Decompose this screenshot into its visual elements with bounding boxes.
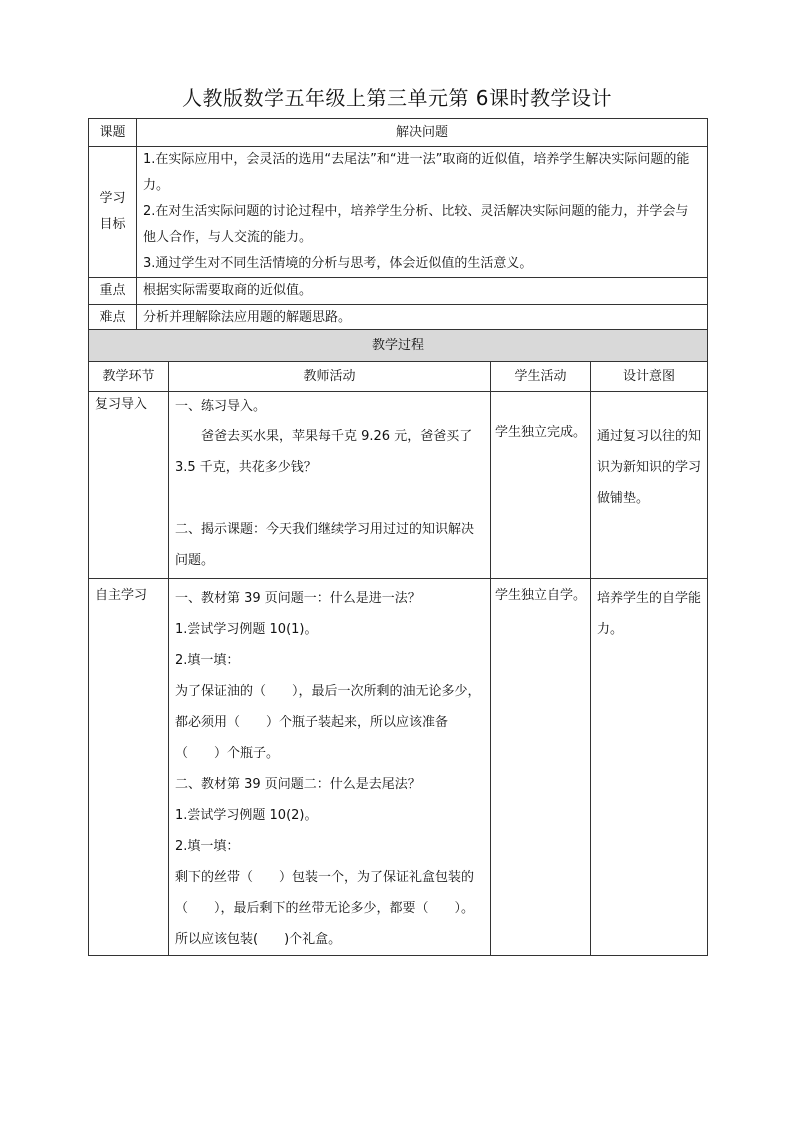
teacher-activity-cell	[169, 579, 491, 956]
difficulty-row	[89, 305, 708, 332]
document-title: 人教版数学五年级上第三单元第 6课时教学设计	[181, 86, 613, 110]
goals-label-line1: 学习	[99, 191, 126, 206]
goal-item: 2.在对生活实际问题的讨论过程中，培养学生分析、比较、灵活解决实际问题的能力，并学会与他人合作，与人交流的能力。	[143, 204, 689, 245]
teaching-process-table	[88, 329, 708, 956]
column-header: 学生活动	[491, 362, 591, 392]
teacher-line: 二、揭示课题：今天我们继续学习用过过的知识解决问题。	[175, 522, 475, 568]
process-header: 教学过程	[89, 330, 708, 362]
column-header: 教学环节	[89, 362, 169, 392]
goals-label-line2: 目标	[99, 217, 126, 232]
lesson-info-table	[88, 118, 708, 332]
goal-item: 1.在实际应用中，会灵活的选用“去尾法”和“进一法”取商的近似值，培养学生解决实际问题的能力。	[143, 152, 690, 193]
student-activity-cell: 学生独立自学。	[491, 579, 591, 956]
key-point-value: 根据实际需要取商的近似值。	[137, 278, 708, 305]
topic-row	[89, 119, 708, 147]
teacher-line: 一、练习导入。	[175, 399, 267, 414]
teacher-line: 一、教材第 39 页问题一：什么是进一法？	[175, 591, 421, 606]
table-row	[89, 579, 708, 956]
teacher-activity-cell	[169, 392, 491, 579]
key-point-label: 重点	[89, 278, 137, 305]
goals-content	[137, 147, 708, 278]
teacher-line: 二、教材第 39 页问题二：什么是去尾法？	[175, 777, 421, 792]
stage-cell: 自主学习	[89, 579, 169, 956]
teacher-line: 1.尝试学习例题 10(2)。	[175, 808, 318, 823]
goals-label	[89, 147, 137, 278]
table-row	[89, 392, 708, 579]
teacher-line: 为了保证油的（ ），最后一次所剩的油无论多少，都必须用（ ）个瓶子装起来，所以应该准备（ ）个瓶子。	[175, 684, 481, 761]
design-intent-cell: 通过复习以往的知识为新知识的学习做铺垫。	[591, 392, 708, 579]
teacher-line: 爸爸去买水果，苹果每千克 9.26 元，爸爸买了3.5 千克，共花多少钱？	[175, 429, 473, 475]
teacher-line: 2.填一填：	[175, 839, 240, 854]
difficulty-value: 分析并理解除法应用题的解题思路。	[137, 305, 708, 332]
topic-value: 解决问题	[137, 119, 708, 147]
design-intent-cell: 培养学生的自学能力。	[591, 579, 708, 956]
teacher-line: 2.填一填：	[175, 653, 240, 668]
teacher-line: 剩下的丝带（ ）包装一个，为了保证礼盒包装的（ ），最后剩下的丝带无论多少，都要（ ）。所以应该包装( )个礼盒。	[175, 870, 475, 947]
goals-row	[89, 147, 708, 278]
key-point-row	[89, 278, 708, 305]
column-header-row	[89, 362, 708, 392]
column-header: 设计意图	[591, 362, 708, 392]
process-header-row	[89, 330, 708, 362]
column-header: 教师活动	[169, 362, 491, 392]
topic-label: 课题	[89, 119, 137, 147]
goal-item: 3.通过学生对不同生活情境的分析与思考，体会近似值的生活意义。	[143, 256, 533, 271]
teacher-line: 1.尝试学习例题 10(1)。	[175, 622, 318, 637]
difficulty-label: 难点	[89, 305, 137, 332]
student-activity-cell: 学生独立完成。	[491, 392, 591, 579]
stage-cell: 复习导入	[89, 392, 169, 579]
teacher-line	[175, 483, 484, 514]
